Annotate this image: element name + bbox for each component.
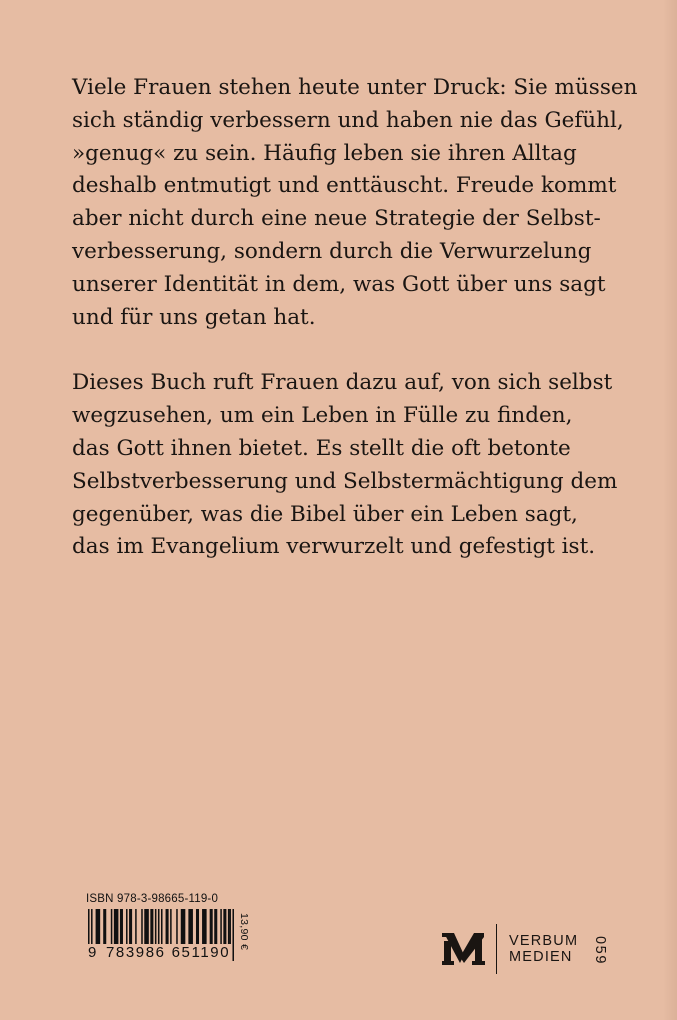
barcode-digit-group-2: 651190	[171, 944, 231, 961]
spine-shadow	[663, 0, 677, 1020]
barcode-bar	[232, 909, 234, 961]
blurb-line: und für uns getan hat.	[72, 304, 316, 330]
blurb-line: aber nicht durch eine neue Strategie der Selbst-	[72, 206, 601, 232]
publisher-name	[509, 933, 578, 966]
blurb-line: gegenüber, was die Bibel über ein Leben sagt,	[72, 501, 578, 527]
blurb-line: Viele Frauen stehen heute unter Druck: Sie müssen	[72, 75, 638, 100]
publisher-name-line-2: MEDIEN	[509, 949, 573, 965]
blurb-paragraph-1	[72, 72, 638, 334]
isbn-label: ISBN 978-3-98665-119-0	[86, 893, 219, 905]
blurb-line: sich ständig verbessern und haben nie das Gefühl,	[72, 107, 624, 133]
vm-monogram-icon	[442, 929, 486, 969]
blurb-line: wegzusehen, um ein Leben in Fülle zu finden,	[72, 403, 573, 429]
publisher-imprint	[442, 925, 578, 973]
blurb-line: deshalb entmutigt und enttäuscht. Freude kommt	[72, 173, 617, 199]
barcode-digit-group-1: 783986	[105, 944, 166, 961]
barcode-digit-lead: 9	[88, 944, 98, 961]
blurb-line: Selbstverbesserung und Selbstermächtigung dem	[72, 468, 618, 494]
blurb-line: Dieses Buch ruft Frauen dazu auf, von sich selbst	[72, 370, 613, 396]
blurb-line: unserer Identität in dem, was Gott über uns sagt	[72, 271, 606, 297]
blurb-paragraph-2	[72, 367, 618, 564]
publisher-divider	[496, 924, 497, 974]
publisher-name-line-1: VERBUM	[509, 932, 579, 949]
barcode-digits	[86, 944, 232, 961]
series-number: 059	[592, 936, 608, 965]
blurb-line: verbesserung, sondern durch die Verwurzelung	[72, 238, 592, 264]
blurb-line: das im Evangelium verwurzelt und gefestigt ist.	[72, 534, 596, 560]
blurb-line: das Gott ihnen bietet. Es stellt die oft betonte	[72, 435, 571, 461]
blurb-line: »genug« zu sein. Häufig leben sie ihren Alltag	[72, 140, 577, 166]
price-label: 13,90 €	[238, 913, 250, 951]
isbn-barcode	[86, 893, 266, 981]
back-cover-blurb	[72, 72, 638, 564]
